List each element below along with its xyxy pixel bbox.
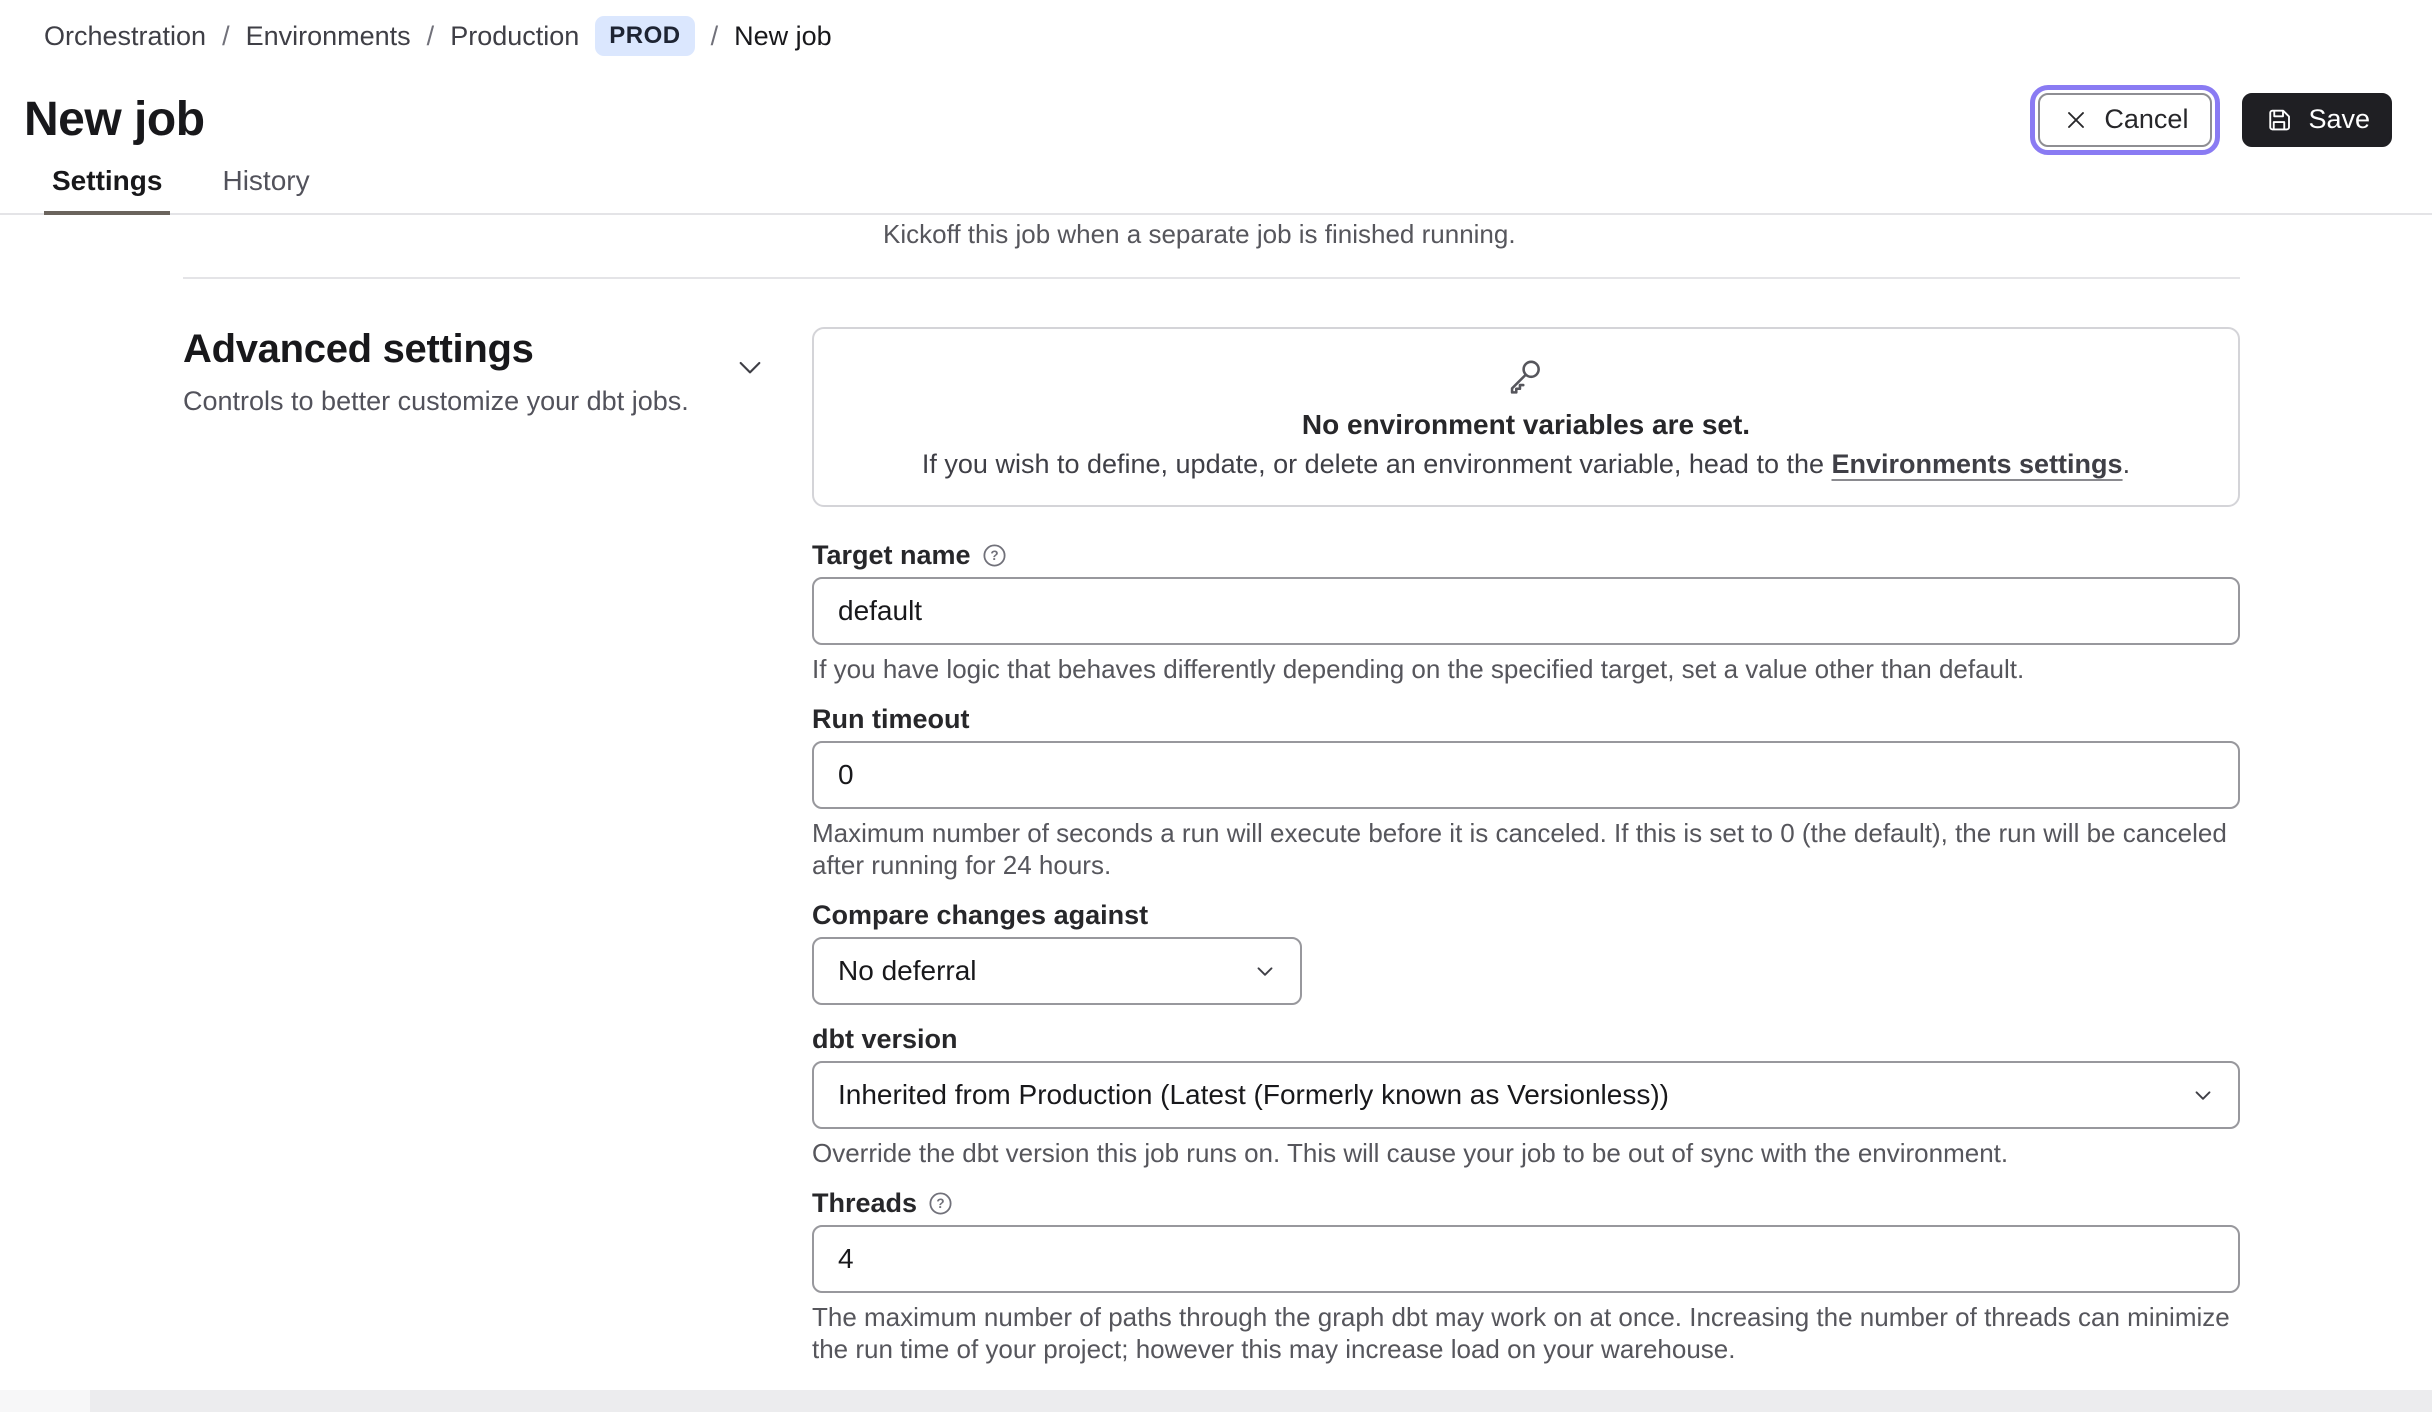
header-actions — [2038, 93, 2392, 147]
chevron-down-icon — [2190, 1082, 2216, 1108]
env-vars-empty-state — [812, 327, 2240, 507]
save-button[interactable] — [2242, 93, 2392, 147]
help-glyph: ? — [989, 547, 999, 563]
env-hint-suffix: . — [2122, 448, 2131, 479]
advanced-settings-subtitle: Controls to better customize your dbt jobs. — [183, 386, 689, 416]
tab-settings[interactable]: Settings — [44, 165, 170, 213]
env-prod-badge: PROD — [595, 16, 694, 56]
save-icon — [2264, 105, 2294, 135]
compare-changes-select[interactable] — [812, 937, 1302, 1005]
dbt-version-help: Override the dbt version this job runs on. This will cause your job to be out of sync with the environment. — [812, 1138, 2009, 1168]
help-glyph: ? — [936, 1195, 945, 1211]
env-vars-empty-hint — [922, 449, 2130, 480]
threads-field-group — [812, 1187, 2240, 1365]
key-icon — [1504, 355, 1548, 399]
target-name-input[interactable] — [812, 577, 2240, 645]
chevron-down-icon[interactable] — [734, 351, 766, 383]
page-header — [0, 92, 2432, 147]
advanced-settings-intro — [183, 327, 812, 1365]
save-button-label: Save — [2308, 104, 2370, 134]
target-name-label: Target name — [812, 540, 971, 570]
breadcrumb-orchestration[interactable]: Orchestration — [44, 20, 207, 51]
env-hint-prefix: If you wish to define, update, or delete an environment variable, head to the — [921, 448, 1832, 479]
environments-settings-link[interactable]: Environments settings — [1831, 448, 2123, 479]
threads-input[interactable] — [812, 1225, 2240, 1293]
page-title: New job — [24, 93, 205, 146]
breadcrumb-separator: / — [222, 20, 230, 51]
dbt-version-value: Inherited from Production (Latest (Formerly known as Versionless)) — [838, 1079, 1669, 1110]
compare-changes-label: Compare changes against — [812, 900, 1149, 930]
threads-label: Threads — [812, 1188, 918, 1218]
horizontal-scrollbar[interactable] — [0, 1390, 2432, 1412]
env-vars-empty-title: No environment variables are set. — [1301, 408, 1751, 440]
run-timeout-field-group — [812, 703, 2240, 881]
advanced-settings-section — [183, 327, 2240, 1365]
kickoff-help-text: Kickoff this job when a separate job is finished running. — [883, 219, 1516, 249]
compare-changes-field-group — [812, 899, 2240, 1005]
dbt-version-select[interactable] — [812, 1061, 2240, 1129]
tab-history[interactable]: History — [222, 165, 310, 196]
settings-content — [0, 217, 2432, 1365]
target-name-help: If you have logic that behaves differently depending on the specified target, set a value other than default. — [812, 654, 2025, 684]
tab-bar — [0, 165, 2432, 215]
dbt-version-field-group — [812, 1023, 2240, 1169]
threads-help: The maximum number of paths through the graph dbt may work on at once. Increasing the number of threads can minimize the run time of your project; however this may increase load on your warehouse. — [812, 1302, 2230, 1364]
help-icon[interactable] — [981, 542, 1008, 569]
breadcrumb-environments[interactable]: Environments — [245, 20, 411, 51]
run-timeout-input[interactable] — [812, 741, 2240, 809]
x-icon — [2062, 106, 2090, 134]
run-timeout-help: Maximum number of seconds a run will execute before it is canceled. If this is set to 0 (the default), the run will be canceled after running for 24 hours. — [812, 818, 2227, 880]
run-timeout-label: Run timeout — [812, 704, 970, 734]
chevron-down-icon — [1252, 958, 1278, 984]
breadcrumb-new-job: New job — [734, 20, 832, 51]
breadcrumb-separator: / — [710, 20, 719, 51]
section-divider — [183, 277, 2240, 279]
breadcrumb-separator: / — [426, 20, 435, 51]
cancel-button[interactable] — [2038, 93, 2212, 147]
target-name-field-group — [812, 539, 2240, 685]
dbt-version-label: dbt version — [812, 1024, 958, 1054]
cancel-button-label: Cancel — [2104, 104, 2189, 134]
compare-changes-value: No deferral — [838, 955, 977, 986]
help-icon[interactable] — [927, 1190, 954, 1217]
advanced-settings-title: Advanced settings — [183, 327, 534, 371]
breadcrumb — [0, 0, 2432, 56]
advanced-settings-form — [812, 327, 2240, 1365]
breadcrumb-production[interactable]: Production — [450, 20, 580, 51]
